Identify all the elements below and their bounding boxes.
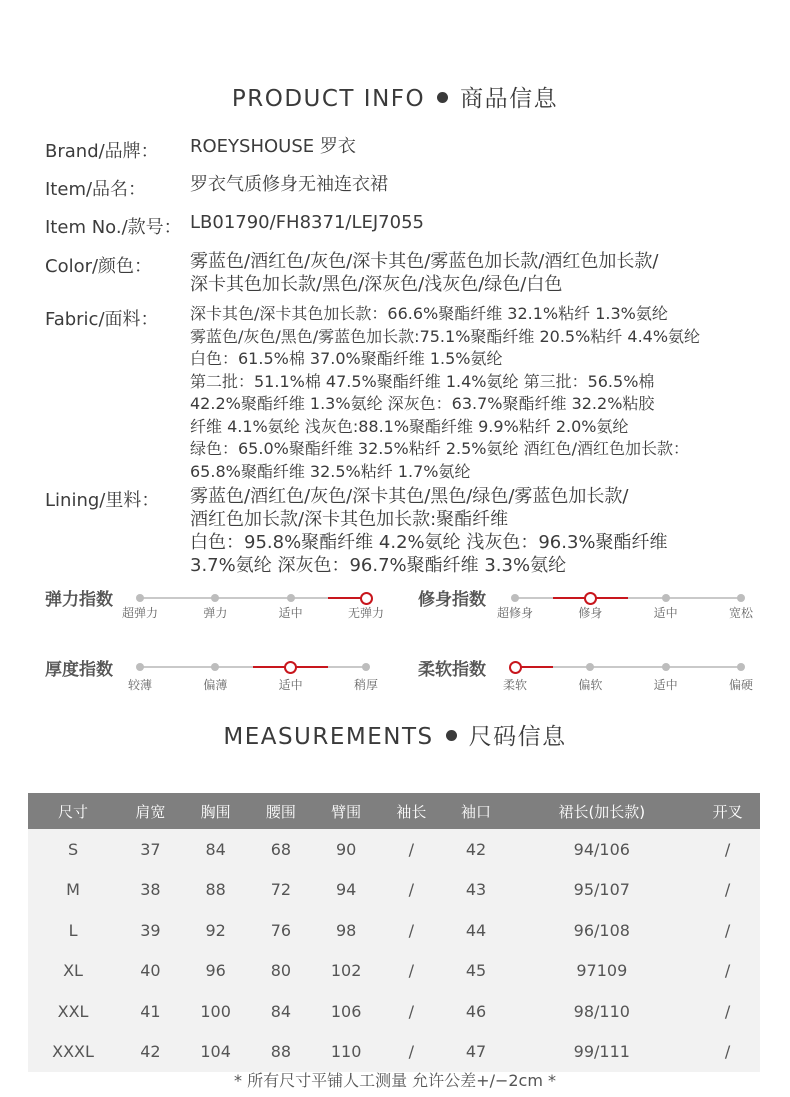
item-value-line: 罗衣气质修身无袖连衣裙 — [190, 174, 388, 195]
table-cell: 45 — [465, 961, 487, 981]
table-cell: 100 — [200, 1001, 231, 1021]
lining-value-line: 3.7%氨纶 深灰色：96.7%聚酯纤维 3.3%氨纶 — [190, 555, 567, 576]
color-value — [190, 250, 658, 296]
table-cell: M — [66, 880, 80, 900]
table-row — [28, 829, 760, 870]
table-cell: 43 — [465, 880, 487, 900]
product-info-title — [0, 80, 790, 113]
lining-label: Lining/里料： — [45, 490, 160, 511]
table-row — [28, 951, 760, 992]
index-knob — [136, 594, 144, 602]
table-cell: 94 — [335, 880, 357, 900]
product-info-title-cn: 商品信息 — [460, 86, 559, 112]
table-cell: 96/108 — [573, 920, 630, 940]
index-tick-label: 适中 — [653, 678, 678, 692]
table-cell: 42 — [140, 1042, 161, 1062]
brand-value-line: ROEYSHOUSE 罗衣 — [190, 136, 356, 157]
index-knob — [662, 663, 670, 671]
index-tick-label: 稍厚 — [353, 678, 379, 692]
table-cell: 98/110 — [573, 1001, 630, 1021]
index-tick-label: 偏软 — [578, 678, 603, 692]
index-knob — [511, 594, 519, 602]
index-track — [515, 666, 741, 668]
table-body — [28, 829, 760, 1072]
table-cell: 68 — [270, 839, 292, 859]
table-cell: 84 — [270, 1001, 292, 1021]
table-cell: S — [67, 839, 79, 859]
table-cell: 94/106 — [573, 839, 630, 859]
table-row — [28, 991, 760, 1032]
color-label: Color/颜色： — [45, 256, 153, 277]
table-cell: 96 — [205, 961, 226, 981]
index-tick-label: 超修身 — [496, 606, 534, 620]
table-cell: / — [724, 839, 731, 859]
table-cell: 104 — [200, 1042, 231, 1062]
item-value — [190, 173, 388, 196]
measurement-note: * 所有尺寸平铺人工测量 允许公差+/−2cm * — [233, 1071, 557, 1090]
index-knob — [586, 663, 594, 671]
measurements-title-en: MEASUREMENTS — [223, 724, 434, 750]
table-cell: / — [724, 920, 731, 940]
measurement-table — [28, 793, 760, 1072]
table-cell: / — [724, 1001, 731, 1021]
fabric-value-line: 第二批：51.1%棉 47.5%聚酯纤维 1.4%氨纶 第三批：56.5%棉 — [190, 371, 655, 391]
fabric-value-line: 65.8%聚酯纤维 32.5%粘纤 1.7%氨纶 — [190, 461, 471, 481]
color-value-line: 深卡其色加长款/黑色/深灰色/浅灰色/绿色/白色 — [190, 274, 563, 295]
index-selected-knob — [584, 592, 597, 605]
item-no-value — [190, 211, 424, 234]
index-tick-label: 较薄 — [127, 678, 153, 692]
index-tick-label: 偏薄 — [203, 678, 228, 692]
item-label: Item/品名： — [45, 179, 147, 200]
table-cell: 80 — [270, 961, 292, 981]
index-track — [140, 597, 366, 599]
table-header-cell: 胸围 — [183, 793, 249, 829]
table-cell: 102 — [330, 961, 362, 981]
item-no-label: Item No./款号： — [45, 217, 182, 238]
color-value-line: 雾蓝色/酒红色/灰色/深卡其色/雾蓝色加长款/酒红色加长款/ — [190, 251, 659, 272]
table-cell: / — [408, 961, 415, 981]
table-cell: / — [408, 920, 415, 940]
brand-label: Brand/品牌： — [45, 141, 159, 162]
measurements-title-cn: 尺码信息 — [468, 724, 567, 750]
table-header-cell: 袖长 — [379, 793, 444, 829]
index-knob — [211, 594, 219, 602]
table-cell: XXL — [57, 1001, 89, 1021]
fabric-value-line: 42.2%聚酯纤维 1.3%氨纶 深灰色：63.7%聚酯纤维 32.2%粘胶 — [190, 394, 655, 413]
title-dot-icon — [437, 92, 448, 103]
fabric-value-line: 深卡其色/深卡其色加长款：66.6%聚酯纤维 32.1%粘纤 1.3%氨纶 — [190, 304, 668, 323]
table-cell: 110 — [330, 1042, 362, 1062]
index-tick-label: 柔软 — [502, 678, 528, 692]
index-knob — [211, 663, 219, 671]
table-cell: 88 — [270, 1042, 292, 1062]
table-cell: / — [408, 880, 415, 900]
fabric-value-line: 纤维 4.1%氨纶 浅灰色:88.1%聚酯纤维 9.9%粘纤 2.0%氨纶 — [190, 416, 629, 436]
index-tick-label: 适中 — [653, 606, 678, 620]
index-knob — [136, 663, 144, 671]
index-tick-label: 无弹力 — [347, 606, 385, 620]
table-cell: 95/107 — [573, 880, 630, 900]
table-cell: 44 — [465, 920, 487, 940]
index-knob — [362, 663, 370, 671]
index-title: 修身指数 — [418, 590, 486, 610]
index-title: 弹力指数 — [45, 590, 113, 610]
index-track — [515, 597, 741, 599]
lining-value-line: 白色：95.8%聚酯纤维 4.2%氨纶 浅灰色：96.3%聚酯纤维 — [190, 532, 668, 553]
index-tick-label: 超弹力 — [121, 606, 159, 620]
measurements-title — [0, 718, 790, 751]
index-title: 柔软指数 — [418, 660, 486, 680]
table-cell: / — [408, 1001, 415, 1021]
lining-value-line: 酒红色加长款/深卡其色加长款:聚酯纤维 — [190, 509, 509, 530]
fabric-value-line: 白色：61.5%棉 37.0%聚酯纤维 1.5%氨纶 — [190, 349, 503, 368]
table-cell: / — [724, 1042, 731, 1062]
table-header-cell: 尺寸 — [28, 793, 118, 829]
fabric-label: Fabric/面料： — [45, 309, 159, 330]
table-cell: 98 — [335, 920, 357, 940]
table-header-cell: 裙长(加长款) — [508, 793, 695, 829]
brand-value — [190, 135, 356, 158]
table-cell: XL — [63, 961, 83, 981]
table-cell: 39 — [140, 920, 161, 940]
table-cell: L — [68, 920, 78, 940]
table-cell: 90 — [335, 839, 357, 859]
index-tick-label: 偏硬 — [728, 678, 754, 692]
index-title: 厚度指数 — [45, 660, 113, 680]
index-knob — [662, 594, 670, 602]
index-knob — [287, 594, 295, 602]
table-header-row — [28, 793, 760, 829]
table-cell: 76 — [270, 920, 292, 940]
table-cell: 84 — [205, 839, 226, 859]
item-no-value-line: LB01790/FH8371/LEJ7055 — [190, 212, 424, 233]
table-header-cell: 袖口 — [444, 793, 509, 829]
index-selected-knob — [360, 592, 373, 605]
table-cell: 88 — [205, 880, 226, 900]
table-cell: / — [724, 880, 731, 900]
lining-value — [190, 485, 668, 577]
lining-value-line: 雾蓝色/酒红色/灰色/深卡其色/黑色/绿色/雾蓝色加长款/ — [190, 486, 629, 507]
table-cell: 106 — [330, 1001, 362, 1021]
table-header-cell: 开叉 — [695, 793, 760, 829]
table-cell: / — [408, 1042, 415, 1062]
index-tick-label: 适中 — [278, 678, 303, 692]
table-row — [28, 910, 760, 951]
table-cell: / — [724, 961, 731, 981]
index-selected-knob — [284, 661, 297, 674]
table-row — [28, 870, 760, 911]
table-cell: 38 — [140, 880, 161, 900]
index-selected-knob — [509, 661, 522, 674]
table-row — [28, 1032, 760, 1073]
fabric-value-line: 绿色：65.0%聚酯纤维 32.5%粘纤 2.5%氨纶 酒红色/酒红色加长款： — [190, 439, 689, 458]
title-dot-icon — [446, 730, 457, 741]
product-info-title-en: PRODUCT INFO — [231, 86, 426, 112]
table-cell: 42 — [465, 839, 487, 859]
table-cell: 40 — [140, 961, 161, 981]
table-cell: 46 — [465, 1001, 487, 1021]
table-header-cell: 肩宽 — [118, 793, 183, 829]
table-cell: / — [408, 839, 415, 859]
fabric-value-line: 雾蓝色/灰色/黑色/雾蓝色加长款:75.1%聚酯纤维 20.5%粘纤 4.4%氨纶 — [190, 326, 701, 346]
fabric-value — [190, 303, 700, 483]
table-cell: 72 — [270, 880, 292, 900]
index-track — [140, 666, 366, 668]
table-header-cell: 臂围 — [313, 793, 379, 829]
table-header-cell: 腰围 — [249, 793, 314, 829]
table-cell: 41 — [140, 1001, 161, 1021]
index-tick-label: 适中 — [278, 606, 303, 620]
table-cell: 37 — [140, 839, 161, 859]
table-cell: 92 — [205, 920, 226, 940]
index-tick-label: 修身 — [578, 606, 603, 620]
table-cell: 97109 — [576, 961, 628, 981]
table-cell: 47 — [465, 1042, 487, 1062]
table-cell: 99/111 — [573, 1042, 630, 1062]
index-knob — [737, 594, 745, 602]
table-cell: XXXL — [52, 1042, 94, 1062]
index-knob — [737, 663, 745, 671]
index-tick-label: 弹力 — [203, 606, 228, 620]
index-tick-label: 宽松 — [728, 606, 754, 620]
